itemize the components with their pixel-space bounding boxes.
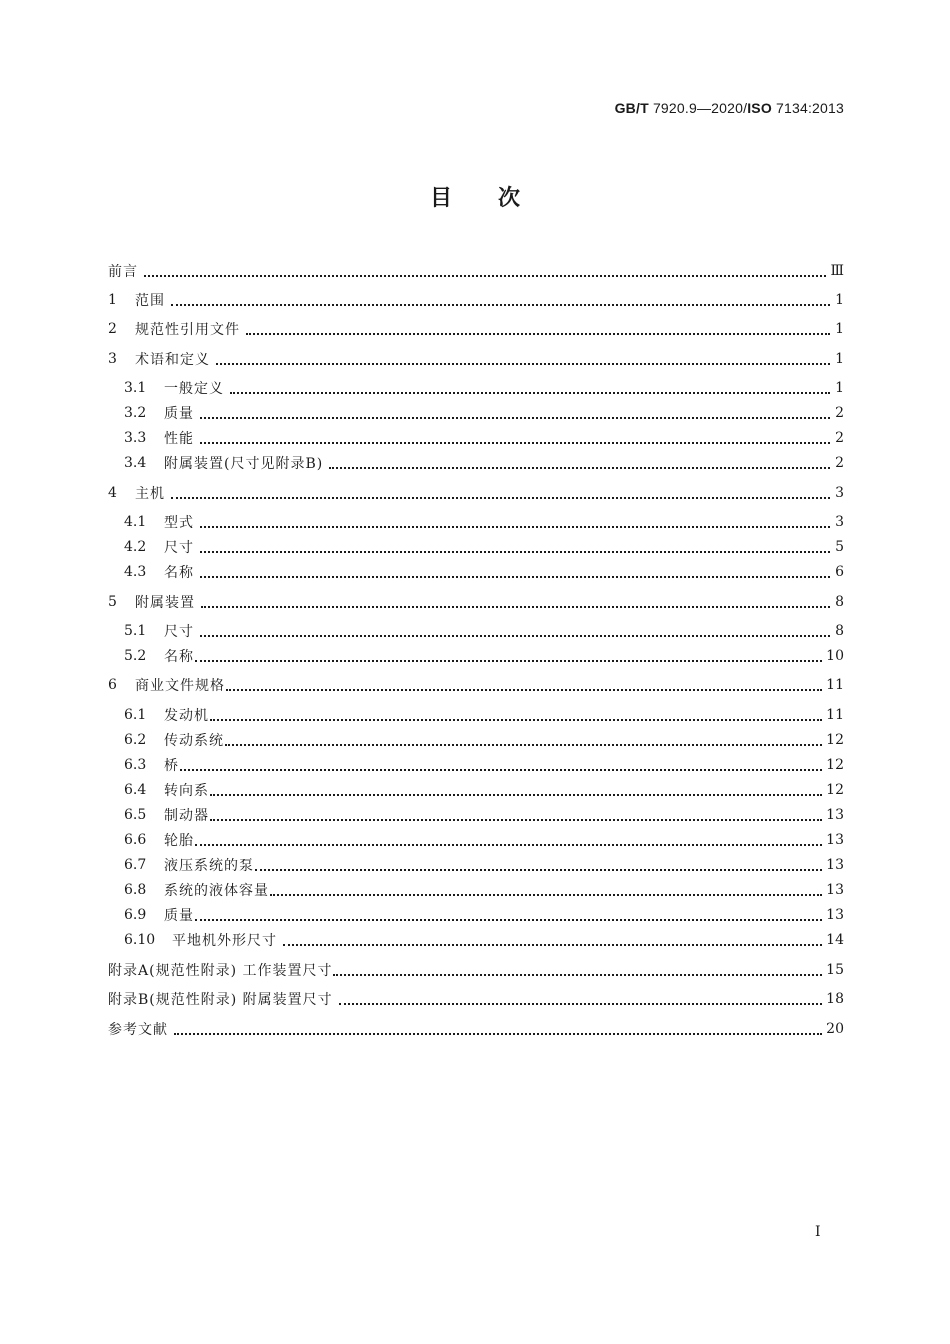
toc-entry-number: 6.1 — [124, 706, 147, 723]
toc-entry-page: 18 — [826, 990, 844, 1007]
toc-leader-dots — [195, 646, 822, 662]
toc-leader-dots — [255, 855, 822, 871]
toc-entry-4-2[interactable] — [124, 534, 844, 559]
toc-entry-2[interactable] — [108, 316, 844, 341]
toc-entry-4[interactable] — [108, 480, 844, 505]
page-number: I — [815, 1224, 821, 1240]
toc-entry-page: 1 — [835, 350, 844, 367]
toc-entry-label: 范围 — [135, 292, 165, 309]
toc-leader-dots — [195, 905, 822, 921]
toc-entry-page: 3 — [835, 513, 844, 530]
toc-entry-annex-a[interactable] — [108, 957, 844, 982]
toc-entry-number: 6.2 — [124, 731, 147, 748]
toc-entry-4-1[interactable] — [124, 509, 844, 534]
toc-leader-dots — [200, 537, 830, 553]
std-number: 7920.9—2020/ — [652, 100, 748, 116]
toc-leader-dots — [225, 730, 822, 746]
toc-entry-page: 1 — [835, 291, 844, 308]
toc-entry-annex-b[interactable] — [108, 986, 844, 1011]
toc-entry-number: 6 — [108, 676, 117, 693]
toc-entry-page: Ⅲ — [830, 262, 844, 279]
toc-entry-number: 4.2 — [124, 538, 147, 555]
toc-leader-dots — [210, 705, 822, 721]
toc-entry-label: 尺寸 — [164, 539, 194, 556]
toc-entry-number: 3.1 — [124, 379, 147, 396]
toc-entry-page: 1 — [835, 379, 844, 396]
toc-entry-5[interactable] — [108, 589, 844, 614]
toc-leader-dots — [171, 290, 830, 306]
toc-leader-dots — [216, 349, 830, 365]
toc-entry-6-2[interactable] — [124, 727, 844, 752]
toc-entry-label: 转向系 — [164, 782, 209, 799]
toc-leader-dots — [200, 621, 830, 637]
toc-entry-page: 13 — [826, 906, 844, 923]
toc-entry-5-1[interactable] — [124, 618, 844, 643]
standard-code — [615, 100, 844, 116]
toc-entry-page: 11 — [826, 676, 844, 693]
toc-entry-6-3[interactable] — [124, 752, 844, 777]
toc-leader-dots — [333, 960, 822, 976]
toc-entry-5-2[interactable] — [124, 643, 844, 668]
toc-entry-preface[interactable] — [108, 258, 844, 283]
toc-entry-label: 性能 — [164, 430, 194, 447]
toc-leader-dots — [270, 880, 822, 896]
toc-entry-number: 6.8 — [124, 881, 147, 898]
toc-entry-number: 6.6 — [124, 831, 147, 848]
toc-entry-6-10[interactable] — [124, 927, 844, 952]
toc-entry-page: 20 — [826, 1020, 844, 1037]
toc-leader-dots — [283, 930, 822, 946]
toc-leader-dots — [195, 830, 822, 846]
toc-entry-page: 15 — [826, 961, 844, 978]
page-title: 目次 — [429, 186, 566, 211]
toc-entry-number: 6.10 — [124, 931, 156, 948]
toc-entry-label: 附属装置(尺寸见附录B) — [164, 455, 324, 472]
toc-entry-label: 名称 — [164, 564, 194, 581]
toc-entry-page: 2 — [835, 429, 844, 446]
toc-entry-label: 系统的液体容量 — [164, 882, 269, 899]
iso-number: 7134:2013 — [776, 100, 844, 116]
toc-leader-dots — [171, 483, 830, 499]
toc-entry-number: 3.4 — [124, 454, 147, 471]
toc-entry-page: 12 — [826, 756, 844, 773]
toc-leader-dots — [144, 261, 826, 277]
toc-entry-page: 5 — [835, 538, 844, 555]
toc-entry-6[interactable] — [108, 672, 844, 697]
toc-entry-number: 4 — [108, 484, 117, 501]
toc-entry-number: 6.3 — [124, 756, 147, 773]
toc-entry-number: 6.7 — [124, 856, 147, 873]
toc-entry-number: 3.3 — [124, 429, 147, 446]
toc-entry-label: 液压系统的泵 — [164, 857, 254, 874]
toc-entry-number: 6.4 — [124, 781, 147, 798]
toc-entry-label: 附录B(规范性附录) 附属装置尺寸 — [108, 991, 333, 1008]
toc-entry-6-9[interactable] — [124, 902, 844, 927]
toc-entry-label: 桥 — [164, 757, 179, 774]
toc-leader-dots — [226, 675, 822, 691]
toc-entry-number: 4.3 — [124, 563, 147, 580]
toc-leader-dots — [339, 989, 823, 1005]
toc-entry-number: 6.5 — [124, 806, 147, 823]
toc-entry-number: 1 — [108, 291, 117, 308]
toc-entry-number: 3.2 — [124, 404, 147, 421]
toc-entry-label: 参考文献 — [108, 1021, 168, 1038]
toc-entry-label: 制动器 — [164, 807, 209, 824]
toc-entry-3-4[interactable] — [124, 450, 844, 475]
toc-entry-label: 尺寸 — [164, 623, 194, 640]
std-prefix: GB/T — [614, 100, 649, 116]
toc-entry-page: 13 — [826, 856, 844, 873]
toc-entry-page: 11 — [826, 706, 844, 723]
toc-entry-3-2[interactable] — [124, 400, 844, 425]
toc-entry-label: 传动系统 — [164, 732, 224, 749]
toc-leader-dots — [174, 1019, 822, 1035]
toc-leader-dots — [180, 755, 822, 771]
toc-entry-label: 质量 — [164, 405, 194, 422]
toc-entry-number: 2 — [108, 320, 117, 337]
toc-entry-3-3[interactable] — [124, 425, 844, 450]
toc-entry-page: 8 — [835, 622, 844, 639]
toc-leader-dots — [200, 512, 830, 528]
toc-entry-label: 附属装置 — [135, 594, 195, 611]
toc-entry-page: 14 — [826, 931, 844, 948]
toc-entry-number: 5.1 — [124, 622, 147, 639]
toc-entry-number: 5 — [108, 593, 117, 610]
toc-entry-page: 13 — [826, 806, 844, 823]
toc-entry-page: 12 — [826, 781, 844, 798]
toc-entry-label: 商业文件规格 — [135, 677, 225, 694]
toc-entry-page: 13 — [826, 881, 844, 898]
toc-entry-3-1[interactable] — [124, 375, 844, 400]
toc-entry-6-5[interactable] — [124, 802, 844, 827]
toc-leader-dots — [210, 780, 822, 796]
toc-entry-number: 3 — [108, 350, 117, 367]
toc-entry-bibliography[interactable] — [108, 1016, 844, 1041]
toc-entry-page: 2 — [835, 404, 844, 421]
toc-entry-3[interactable] — [108, 346, 844, 371]
toc-entry-number: 6.9 — [124, 906, 147, 923]
toc-entry-page: 2 — [835, 454, 844, 471]
toc-leader-dots — [201, 592, 830, 608]
toc-entry-label: 型式 — [164, 514, 194, 531]
toc-entry-label: 轮胎 — [164, 832, 194, 849]
toc-entry-label: 主机 — [135, 485, 165, 502]
toc-entry-6-6[interactable] — [124, 827, 844, 852]
toc-entry-page: 10 — [826, 647, 844, 664]
toc-entry-label: 名称 — [164, 648, 194, 665]
toc-entry-page: 6 — [835, 563, 844, 580]
toc-entry-6-1[interactable] — [124, 702, 844, 727]
toc-entry-page: 1 — [835, 320, 844, 337]
toc-entry-label: 附录A(规范性附录) 工作装置尺寸 — [108, 962, 333, 979]
toc-entry-6-7[interactable] — [124, 852, 844, 877]
toc-entry-4-3[interactable] — [124, 559, 844, 584]
toc-leader-dots — [200, 562, 830, 578]
toc-leader-dots — [210, 805, 822, 821]
iso-prefix: ISO — [747, 100, 772, 116]
toc-entry-label: 一般定义 — [164, 380, 224, 397]
toc-leader-dots — [329, 453, 830, 469]
toc-entry-page: 3 — [835, 484, 844, 501]
toc-leader-dots — [230, 378, 830, 394]
toc-entry-label: 平地机外形尺寸 — [172, 932, 277, 949]
toc-entry-label: 术语和定义 — [135, 351, 210, 368]
toc-leader-dots — [200, 428, 830, 444]
toc-entry-label: 发动机 — [164, 707, 209, 724]
toc-entry-1[interactable] — [108, 287, 844, 312]
toc-entry-6-8[interactable] — [124, 877, 844, 902]
toc-entry-page: 13 — [826, 831, 844, 848]
toc-entry-6-4[interactable] — [124, 777, 844, 802]
toc-leader-dots — [200, 403, 830, 419]
toc-leader-dots — [246, 319, 830, 335]
toc-entry-label: 质量 — [164, 907, 194, 924]
toc-entry-label: 规范性引用文件 — [135, 321, 240, 338]
toc-entry-page: 12 — [826, 731, 844, 748]
toc-entry-page: 8 — [835, 593, 844, 610]
toc-entry-number: 5.2 — [124, 647, 147, 664]
toc-entry-number: 4.1 — [124, 513, 147, 530]
toc-entry-label: 前言 — [108, 263, 138, 280]
